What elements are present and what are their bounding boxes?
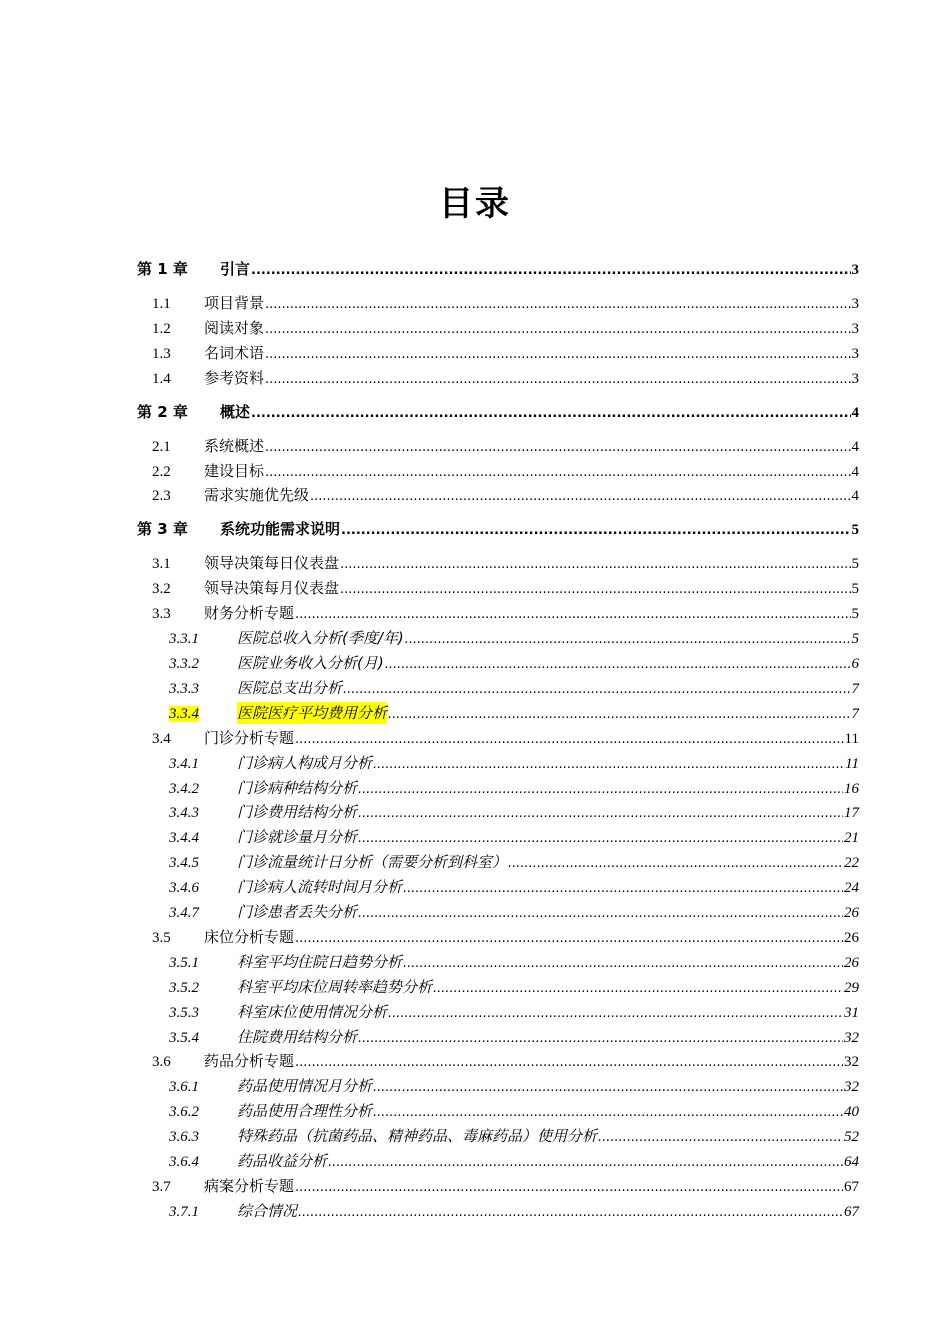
toc-entry-number [152,553,204,575]
toc-entry-number [137,258,220,280]
toc-entry-number [152,293,204,315]
toc-page-number: 29 [844,980,859,996]
toc-entry-number-text: 3.5 [152,930,171,946]
toc-entry-number-text: 3.6.3 [169,1129,199,1145]
toc-dot-leader [388,704,850,726]
toc-dot-leader [358,828,843,850]
toc-page-number: 4 [851,488,859,504]
toc-dot-leader [358,903,843,925]
toc-entry-title: 药品收益分析 [237,1152,328,1170]
toc-entry-title: 特殊药品（抗菌药品、精神药品、毒麻药品）使用分析 [237,1127,598,1145]
toc-entry-title: 领导决策每月仪表盘 [204,579,340,597]
toc-subsection-entry[interactable] [169,826,859,848]
toc-entry-title: 门诊分析专题 [204,729,295,747]
toc-page-number: 3 [851,321,859,337]
toc-dot-leader [343,679,850,701]
toc-page-number: 3 [851,262,859,278]
toc-subsection-entry[interactable] [169,1200,859,1222]
toc-entry-number-text: 3.3.3 [169,681,199,697]
toc-entry-number [169,753,237,775]
toc-page-number: 4 [851,405,859,421]
toc-entry-title: 门诊病人构成月分析 [237,754,373,772]
toc-entry-number-text: 2.3 [152,488,171,504]
toc-subsection-entry[interactable] [169,1075,859,1097]
toc-entry-number [169,653,237,675]
toc-dot-leader [295,604,850,626]
toc-entry-number-text: 3.4.6 [169,880,199,896]
toc-entry-title: 门诊病种结构分析 [237,779,358,797]
toc-page-number: 22 [844,855,859,871]
toc-entry-number [152,1176,204,1198]
toc-subsection-entry[interactable] [169,702,859,724]
toc-section-entry[interactable] [152,1050,859,1072]
toc-subsection-entry[interactable] [169,1125,859,1147]
toc-entry-number [152,927,204,949]
toc-subsection-entry[interactable] [169,901,859,923]
toc-entry-number [137,401,220,423]
toc-page-number: 7 [851,681,859,697]
toc-entry-number [169,703,237,725]
toc-entry-number [169,1076,237,1098]
toc-entry-number-text: 3.3.1 [169,631,199,647]
toc-section-entry[interactable] [152,435,859,457]
toc-dot-leader [405,629,851,651]
toc-entry-title: 药品分析专题 [204,1052,295,1070]
toc-entry-title: 科室床位使用情况分析 [237,1003,388,1021]
toc-entry-title: 药品使用情况月分析 [237,1077,373,1095]
toc-page-number: 64 [844,1154,859,1170]
toc-dot-leader [295,1052,843,1074]
toc-section-entry[interactable] [152,342,859,364]
toc-subsection-entry[interactable] [169,1026,859,1048]
toc-entry-title: 床位分析专题 [204,928,295,946]
toc-dot-leader [340,579,850,601]
toc-entry-number [169,902,237,924]
toc-entry-title: 医院总收入分析(季度/年) [237,629,404,647]
toc-dot-leader [358,1028,843,1050]
toc-entry-number [169,1201,237,1223]
toc-entry-number-text: 3.3 [152,606,171,622]
toc-dot-leader [265,319,850,341]
toc-entry-number-text: 3.6 [152,1054,171,1070]
toc-subsection-entry[interactable] [169,652,859,674]
toc-entry-title: 门诊就诊量月分析 [237,828,358,846]
toc-entry-number-text: 3.2 [152,581,171,597]
toc-section-entry[interactable] [152,460,859,482]
toc-entry-title: 门诊费用结构分析 [237,803,358,821]
toc-dot-leader [295,1177,843,1199]
toc-section-entry[interactable] [152,552,859,574]
toc-page-number: 67 [844,1204,859,1220]
toc-entry-title: 门诊患者丢失分析 [237,903,358,921]
toc-section-entry[interactable] [152,484,859,506]
toc-entry-number-text: 1.3 [152,346,171,362]
toc-page-number: 52 [844,1129,859,1145]
toc-entry-title: 需求实施优先级 [204,486,310,504]
toc-dot-leader [310,486,850,508]
toc-page-number: 21 [844,830,859,846]
toc-entry-title: 医院总支出分析 [237,679,343,697]
toc-entry-number-text: 第 1 章 [137,260,188,278]
toc-entry-number [152,436,204,458]
toc-entry-number [152,1051,204,1073]
toc-entry-number [169,852,237,874]
toc-entry-number-text: 3.4.4 [169,830,199,846]
toc-entry-number [152,461,204,483]
toc-section-entry[interactable] [152,367,859,389]
toc-subsection-entry[interactable] [169,777,859,799]
toc-entry-number-text: 3.4 [152,731,171,747]
toc-dot-leader [265,294,850,316]
toc-entry-title: 系统功能需求说明 [220,520,341,538]
toc-entry-number-text: 3.5.1 [169,955,199,971]
toc-page-number: 26 [844,905,859,921]
toc-entry-number [169,1126,237,1148]
toc-entry-title: 病案分析专题 [204,1177,295,1195]
toc-entry-title: 领导决策每日仪表盘 [204,554,340,572]
toc-subsection-entry[interactable] [169,1001,859,1023]
toc-subsection-entry[interactable] [169,1100,859,1122]
toc-entry-title: 科室平均床位周转率趋势分析 [237,978,433,996]
toc-entry-title: 建设目标 [204,462,265,480]
toc-dot-leader [403,878,843,900]
toc-dot-leader [373,1077,843,1099]
toc-subsection-entry[interactable] [169,851,859,873]
toc-entry-number-text: 3.4.1 [169,756,199,772]
toc-dot-leader [341,520,850,542]
toc-dot-leader [373,1102,843,1124]
toc-entry-number [169,1002,237,1024]
toc-entry-number [169,827,237,849]
toc-entry-title: 概述 [220,403,251,421]
toc-entry-number [169,1027,237,1049]
toc-dot-leader [265,437,850,459]
toc-entry-number [169,1101,237,1123]
toc-dot-leader [298,1202,843,1224]
toc-entry-number-text: 3.4.7 [169,905,199,921]
toc-entry-title: 药品使用合理性分析 [237,1102,373,1120]
toc-page-number: 26 [844,930,859,946]
toc-dot-leader [265,344,850,366]
toc-dot-leader [251,403,850,425]
toc-page-number: 4 [851,439,859,455]
toc-entry-number [169,802,237,824]
toc-entry-number [169,1151,237,1173]
toc-page-number: 7 [851,706,859,722]
toc-dot-leader [508,853,843,875]
toc-chapter-entry[interactable] [137,518,859,540]
toc-entry-title: 医院医疗平均费用分析 [237,704,388,722]
toc-page-number: 5 [851,606,859,622]
toc-entry-number-text: 3.4.5 [169,855,199,871]
toc-entry-title: 参考资料 [204,369,265,387]
toc-entry-number [152,343,204,365]
toc-entry-number [169,977,237,999]
toc-subsection-entry[interactable] [169,627,859,649]
toc-page-number: 3 [851,296,859,312]
toc-section-entry[interactable] [152,292,859,314]
toc-page-number: 67 [844,1179,859,1195]
toc-section-entry[interactable] [152,727,859,749]
toc-page-number: 5 [851,631,859,647]
toc-page-number: 3 [851,371,859,387]
toc-page-number: 32 [844,1079,859,1095]
toc-entry-number-text: 2.1 [152,439,171,455]
toc-entry-title: 系统概述 [204,437,265,455]
toc-page-number: 26 [844,955,859,971]
toc-entry-title: 名词术语 [204,344,265,362]
toc-entry-title: 引言 [220,260,251,278]
toc-entry-number [137,518,220,540]
toc-dot-leader [358,803,843,825]
toc-page-number: 11 [845,756,859,772]
toc-entry-number-text: 3.4.3 [169,805,199,821]
toc-entry-number-text: 3.4.2 [169,781,199,797]
toc-section-entry[interactable] [152,1175,859,1197]
toc-entry-title: 阅读对象 [204,319,265,337]
toc-entry-title: 医院业务收入分析(月) [237,654,384,672]
toc-subsection-entry[interactable] [169,801,859,823]
toc-entry-title: 综合情况 [237,1202,298,1220]
toc-entry-number-text: 3.6.1 [169,1079,199,1095]
toc-page-number: 16 [844,781,859,797]
toc-page-number: 32 [844,1054,859,1070]
toc-entry-number [169,778,237,800]
toc-entry-number-text: 3.3.2 [169,656,199,672]
toc-entry-number-text: 3.6.4 [169,1154,199,1170]
toc-entry-title: 项目背景 [204,294,265,312]
toc-subsection-entry[interactable] [169,976,859,998]
toc-page-number: 11 [844,731,859,747]
toc-entry-title: 财务分析专题 [204,604,295,622]
toc-entry-number-text: 3.5.4 [169,1030,199,1046]
toc-entry-number [169,952,237,974]
toc-entry-number-text: 3.6.2 [169,1104,199,1120]
toc-page-number: 31 [844,1005,859,1021]
toc-dot-leader [598,1127,843,1149]
toc-entry-number [152,485,204,507]
toc-entry-number-text: 3.3.4 [169,706,199,722]
toc-entry-number-text: 3.5.2 [169,980,199,996]
toc-entry-number-text: 1.2 [152,321,171,337]
toc-entry-number-text: 1.1 [152,296,171,312]
toc-section-entry[interactable] [152,926,859,948]
toc-dot-leader [358,779,843,801]
toc-dot-leader [340,554,850,576]
toc-page-number: 17 [844,805,859,821]
toc-dot-leader [295,729,844,751]
toc-entry-number-text: 3.7 [152,1179,171,1195]
toc-entry-number [152,578,204,600]
toc-page-number: 40 [844,1104,859,1120]
toc-entry-number-text: 第 3 章 [137,520,188,538]
toc-section-entry[interactable] [152,577,859,599]
toc-dot-leader [251,260,850,282]
toc-subsection-entry[interactable] [169,876,859,898]
toc-entry-number [152,728,204,750]
toc-dot-leader [403,953,843,975]
toc-page-number: 5 [851,522,859,538]
toc-dot-leader [265,369,850,391]
toc-subsection-entry[interactable] [169,951,859,973]
toc-chapter-entry[interactable] [137,401,859,423]
toc-entry-number [152,368,204,390]
toc-entry-title: 门诊病人流转时间月分析 [237,878,403,896]
toc-dot-leader [295,928,843,950]
toc-dot-leader [373,754,844,776]
toc-dot-leader [265,462,850,484]
toc-page-number: 4 [851,464,859,480]
toc-entry-number-text: 3.7.1 [169,1204,199,1220]
toc-page-number: 5 [851,556,859,572]
toc-chapter-entry[interactable] [137,258,859,280]
toc-dot-leader [433,978,843,1000]
toc-dot-leader [385,654,851,676]
toc-entry-number [169,628,237,650]
toc-page-number: 3 [851,346,859,362]
toc-subsection-entry[interactable] [169,677,859,699]
toc-page-number: 32 [844,1030,859,1046]
toc-dot-leader [328,1152,843,1174]
toc-entry-number [169,877,237,899]
toc-entry-number-text: 3.1 [152,556,171,572]
toc-page-number: 24 [844,880,859,896]
toc-page-number: 5 [851,581,859,597]
toc-section-entry[interactable] [152,317,859,339]
toc-entry-title: 科室平均住院日趋势分析 [237,953,403,971]
toc-entry-number [169,678,237,700]
toc-subsection-entry[interactable] [169,752,859,774]
toc-entry-number [152,603,204,625]
toc-page-number: 6 [851,656,859,672]
toc-entry-title: 住院费用结构分析 [237,1028,358,1046]
toc-entry-title: 门诊流量统计日分析（需要分析到科室） [237,853,508,871]
toc-entry-number-text: 第 2 章 [137,403,188,421]
toc-entry-number-text: 1.4 [152,371,171,387]
toc-section-entry[interactable] [152,602,859,624]
toc-entry-number-text: 3.5.3 [169,1005,199,1021]
toc-subsection-entry[interactable] [169,1150,859,1172]
page-title: 目录 [439,184,511,224]
toc-entry-number [152,318,204,340]
toc-dot-leader [388,1003,843,1025]
toc-entry-number-text: 2.2 [152,464,171,480]
